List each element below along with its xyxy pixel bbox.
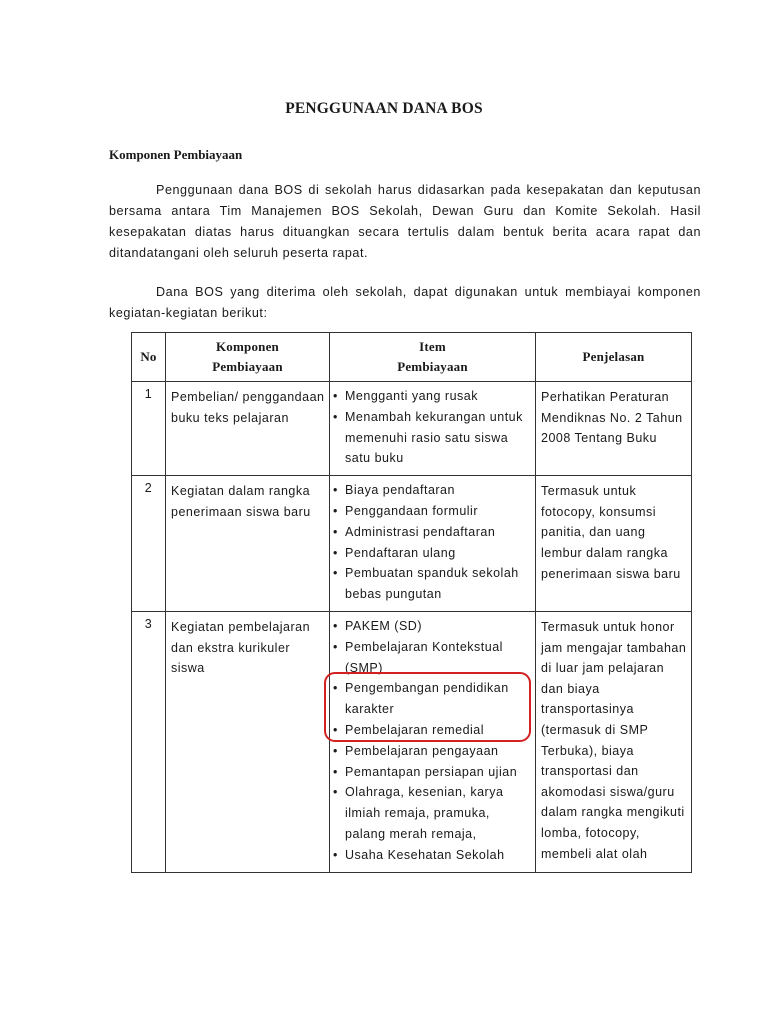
row-items: [330, 476, 536, 612]
item-text: PAKEM (SD): [345, 618, 422, 633]
row-component: Pembelian/ penggandaan buku teks pelajaran: [166, 382, 330, 476]
header-item: [330, 333, 536, 382]
list-item: [333, 386, 532, 407]
row-explanation: Termasuk untuk fotocopy, konsumsi panitia, dan uang lembur dalam rangka penerimaan siswa baru: [536, 476, 692, 612]
bullet-icon: •: [333, 785, 338, 800]
table-row: [132, 611, 692, 872]
list-item: [333, 782, 532, 844]
list-item: [333, 616, 532, 637]
bullet-icon: •: [333, 545, 338, 560]
item-text: Menambah kekurangan untuk memenuhi rasio satu siswa satu buku: [345, 409, 523, 466]
list-item: [333, 480, 532, 501]
bullet-icon: •: [333, 847, 338, 862]
row-component: Kegiatan dalam rangka penerimaan siswa baru: [166, 476, 330, 612]
bullet-icon: •: [333, 743, 338, 758]
list-item: [333, 563, 532, 605]
item-text: Pembelajaran Kontekstual (SMP): [345, 639, 503, 675]
list-item: [333, 637, 532, 679]
row-explanation: Termasuk untuk honor jam mengajar tambahan di luar jam pelajaran dan biaya transportasinya (termasuk di SMP Terbuka), biaya transportasi dan akomodasi siswa/guru dalam rangka mengikuti lomba, fotocopy, membeli alat olah: [536, 611, 692, 872]
header-component: [166, 333, 330, 382]
row-component: Kegiatan pembelajaran dan ekstra kurikuler siswa: [166, 611, 330, 872]
item-text: Pembuatan spanduk sekolah bebas pungutan: [345, 566, 519, 602]
row-items: [330, 382, 536, 476]
row-number: 1: [132, 382, 166, 476]
header-item-line2: Pembiayaan: [397, 359, 468, 374]
list-item: [333, 501, 532, 522]
bullet-icon: •: [333, 389, 338, 403]
bullet-icon: •: [333, 483, 338, 498]
bullet-icon: •: [333, 524, 338, 539]
item-text: Pembelajaran remedial: [345, 722, 485, 737]
intro-paragraph: Penggunaan dana BOS di sekolah harus didasarkan pada kesepakatan dan keputusan bersama antara Tim Manajemen BOS Sekolah, Dewan Guru dan Komite Sekolah. Hasil kesepakatan diatas harus dituangkan secara tertulis dalam bentuk berita acara rapat dan ditandatangani oleh seluruh peserta rapat.: [109, 183, 701, 260]
bullet-icon: •: [333, 618, 338, 633]
page-title: PENGGUNAAN DANA BOS: [285, 100, 483, 117]
item-text: Pembelajaran pengayaan: [345, 743, 499, 758]
list-item: [333, 741, 532, 762]
list-item: [333, 543, 532, 564]
header-component-line1: Komponen: [215, 339, 279, 354]
item-text: Penggandaan formulir: [345, 503, 478, 518]
row-number: 2: [132, 476, 166, 612]
bullet-icon: •: [333, 639, 338, 654]
budget-table: [131, 332, 692, 873]
item-text: Administrasi pendaftaran: [345, 524, 496, 539]
list-item: [333, 678, 532, 720]
section-heading: Komponen Pembiayaan: [109, 147, 243, 162]
header-component-line2: Pembiayaan: [212, 359, 283, 374]
item-text: Usaha Kesehatan Sekolah: [345, 847, 505, 862]
bullet-icon: •: [333, 722, 338, 737]
bullet-icon: •: [333, 409, 338, 424]
list-item: [333, 720, 532, 741]
row-number: 3: [132, 611, 166, 872]
item-text: Pendaftaran ulang: [345, 545, 456, 560]
table-row: [132, 382, 692, 476]
bullet-icon: •: [333, 566, 338, 581]
row-items: [330, 611, 536, 872]
bullet-icon: •: [333, 681, 338, 696]
bullet-icon: •: [333, 764, 338, 779]
bullet-icon: •: [333, 503, 338, 518]
item-text: Biaya pendaftaran: [345, 483, 455, 498]
header-item-line1: Item: [419, 339, 446, 354]
table-row: [132, 476, 692, 612]
item-text: Olahraga, kesenian, karya ilmiah remaja, pramuka, palang merah remaja,: [345, 785, 504, 841]
item-text: Pemantapan persiapan ujian: [345, 764, 518, 779]
row-explanation: Perhatikan Peraturan Mendiknas No. 2 Tahun 2008 Tentang Buku: [536, 382, 692, 476]
lead-in-paragraph: Dana BOS yang diterima oleh sekolah, dapat digunakan untuk membiayai komponen kegiatan-kegiatan berikut:: [109, 285, 701, 320]
header-no: No: [132, 333, 166, 382]
list-item: [333, 522, 532, 543]
item-text: Pengembangan pendidikan karakter: [345, 681, 509, 717]
list-item: [333, 762, 532, 783]
header-explanation: Penjelasan: [536, 333, 692, 382]
item-text: Mengganti yang rusak: [345, 389, 478, 403]
table-header-row: [132, 333, 692, 382]
list-item: [333, 845, 532, 866]
list-item: [333, 407, 532, 469]
